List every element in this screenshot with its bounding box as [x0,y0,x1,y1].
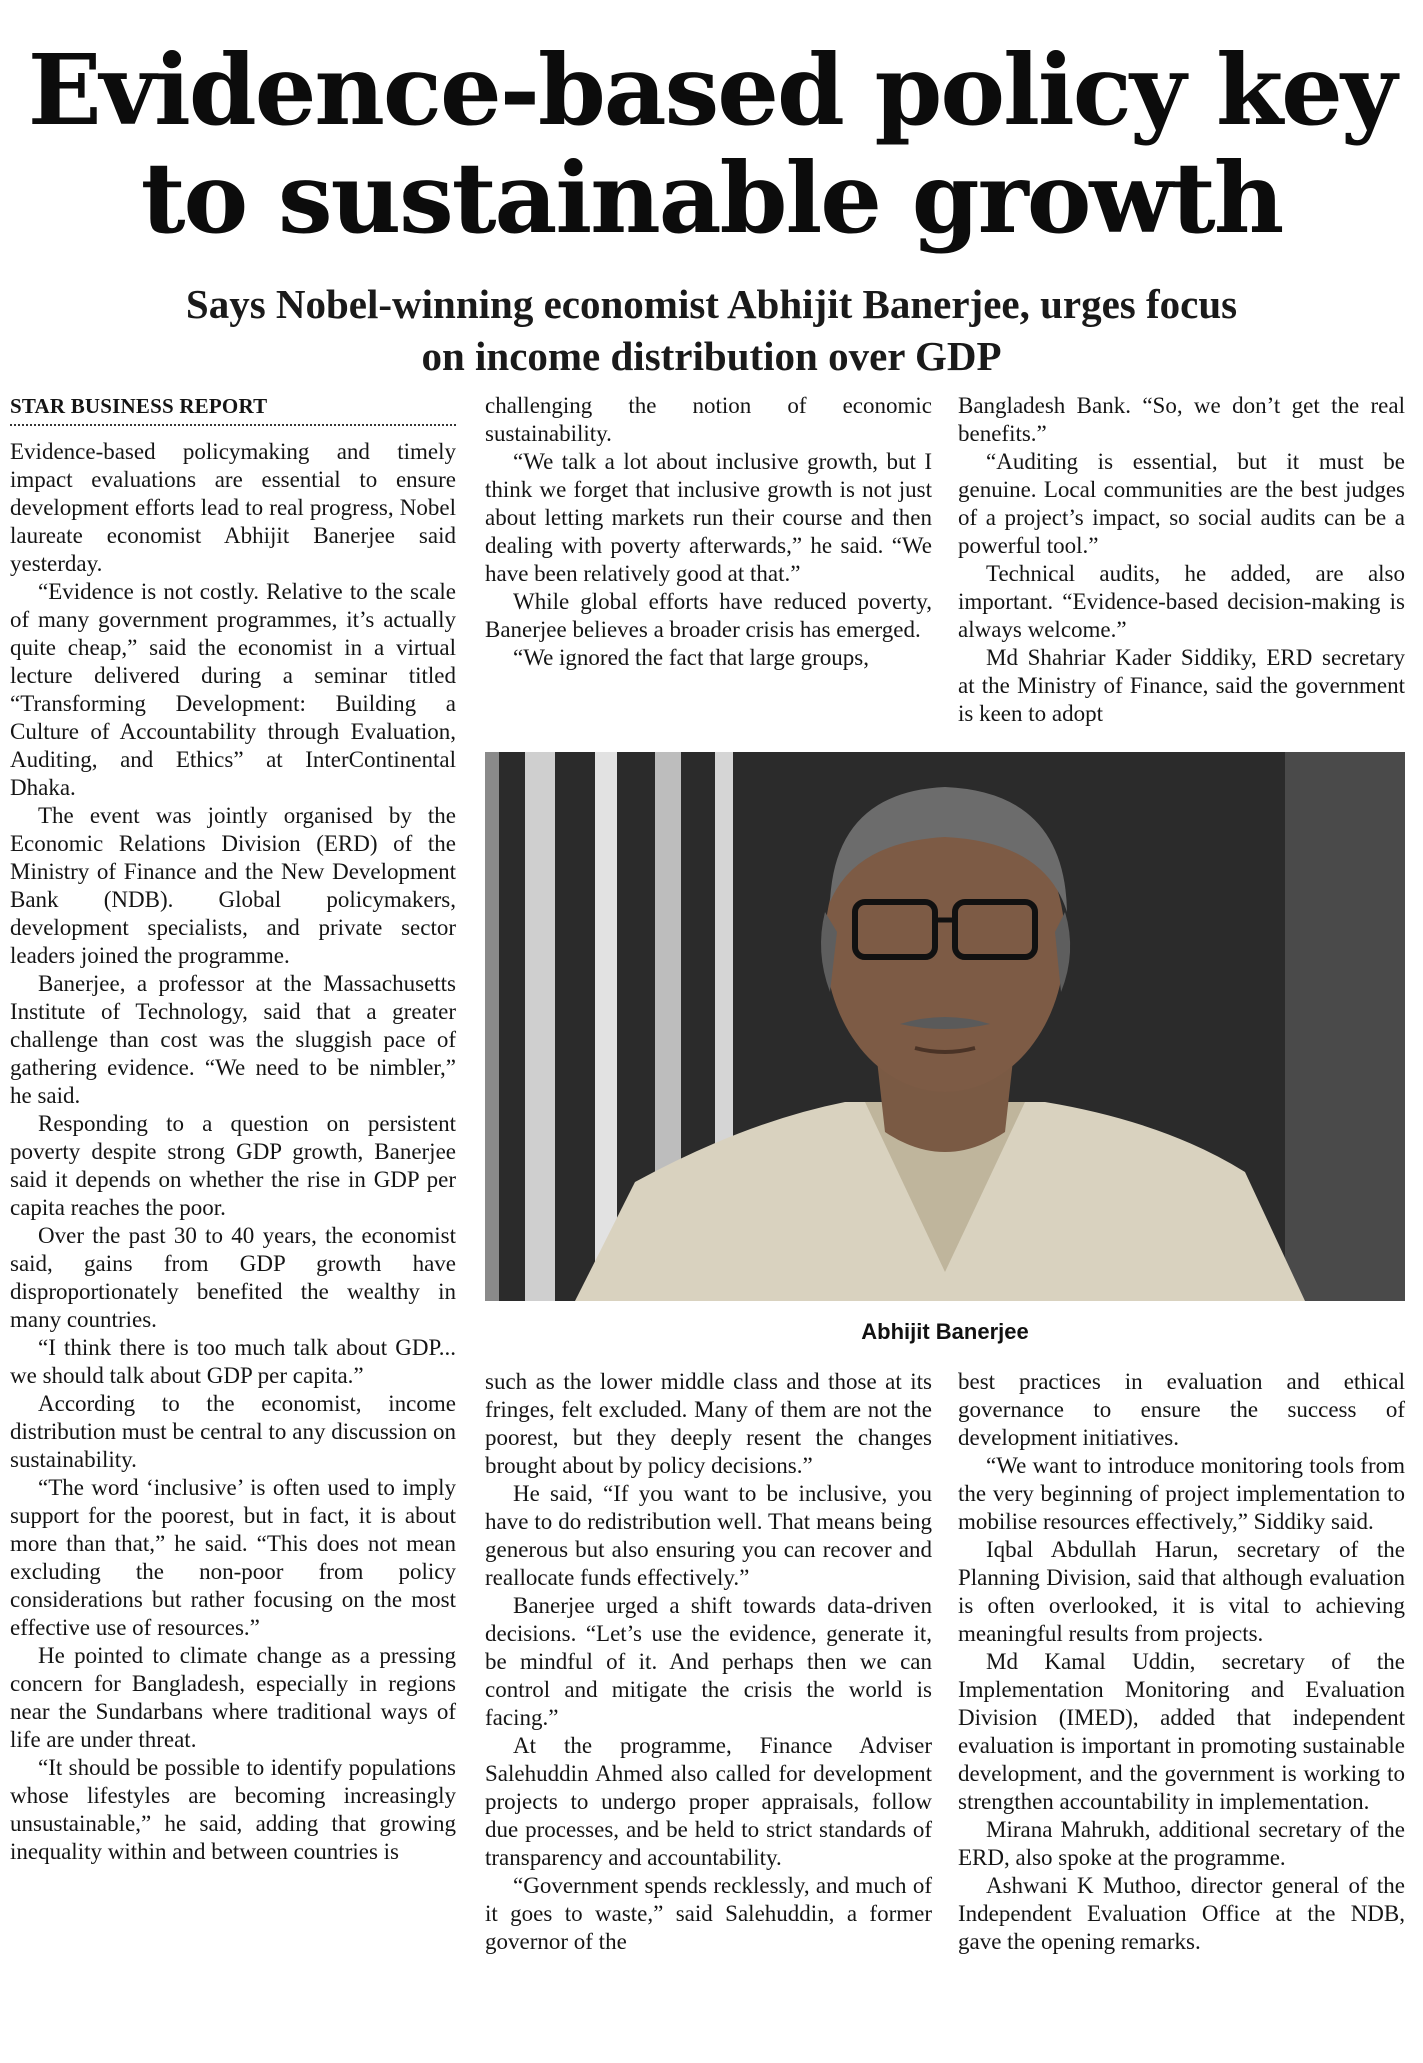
article-paragraph: Responding to a question on persistent poverty despite strong GDP growth, Banerjee said it depends on whether the rise in GDP per capita reaches the poor. [10,1111,456,1220]
byline-divider [10,424,456,426]
article-paragraph: “Evidence is not costly. Relative to the scale of many government programmes, it’s actually quite cheap,” said the economist in a virtual lecture delivered during a seminar titled “Transforming Development: Building a Culture of Accountability through Evaluation, Auditing, and Ethics” at InterContinental Dhaka. [10,579,456,800]
article-paragraph: Ashwani K Muthoo, director general of the Independent Evaluation Office at the NDB, gave the opening remarks. [958,1873,1405,1954]
article-paragraph: Banerjee, a professor at the Massachusetts Institute of Technology, said that a greater challenge than cost was the sluggish pace of gathering evidence. “We need to be nimbler,” he said. [10,971,456,1108]
article-paragraph: Technical audits, he added, are also important. “Evidence-based decision-making is always welcome.” [958,561,1405,642]
article-paragraph: “Government spends recklessly, and much of it goes to waste,” said Salehuddin, a former governor of the [485,1873,932,1954]
byline: STAR BUSINESS REPORT [10,394,268,418]
subheadline-line-1: Says Nobel-winning economist Abhijit Banerjee, urges focus [185,281,1238,327]
article-paragraph: challenging the notion of economic sustainability. [485,393,932,446]
article-column-3-bottom [958,1368,1405,1956]
headline-line-1: Evidence-based policy key [27,33,1396,147]
headline [0,33,1423,255]
article-photo [485,752,1405,1301]
article-paragraph: best practices in evaluation and ethical governance to ensure the success of development initiatives. [958,1369,1405,1450]
article-column-3-top [958,392,1405,728]
article-column-1 [10,392,456,1866]
article-paragraph: “Auditing is essential, but it must be genuine. Local communities are the best judges of a project’s impact, so social audits can be a powerful tool.” [958,449,1405,558]
article-paragraph: “We ignored the fact that large groups, [513,645,870,670]
photo-caption: Abhijit Banerjee [861,1319,1029,1344]
article-paragraph: such as the lower middle class and those at its fringes, felt excluded. Many of them are not the poorest, but they deeply resent the changes brought about by policy decisions.” [485,1369,932,1478]
subheadline [0,278,1423,382]
article-column-2-top [485,392,932,672]
headline-line-2: to sustainable growth [140,141,1283,255]
article-paragraph: At the programme, Finance Adviser Salehuddin Ahmed also called for development projects to undergo proper appraisals, follow due processes, and be held to strict standards of transparency and accountability. [485,1733,932,1870]
article-paragraph: The event was jointly organised by the Economic Relations Division (ERD) of the Ministry of Finance and the New Development Bank (NDB). Global policymakers, development specialists, and private sector leaders joined the programme. [10,803,456,968]
article-paragraph: According to the economist, income distribution must be central to any discussion on sustainability. [10,1391,456,1472]
article-paragraph: Banerjee urged a shift towards data-driven decisions. “Let’s use the evidence, generate it, be mindful of it. And perhaps then we can control and mitigate the crisis the world is facing.” [485,1593,932,1730]
article-paragraph: Iqbal Abdullah Harun, secretary of the Planning Division, said that although evaluation is often overlooked, it is vital to achieving meaningful results from projects. [958,1537,1405,1646]
article-paragraph: “We talk a lot about inclusive growth, but I think we forget that inclusive growth is not just about letting markets run their course and then dealing with poverty afterwards,” he said. “We have been relatively good at that.” [485,449,932,586]
article-paragraph: Md Kamal Uddin, secretary of the Implementation Monitoring and Evaluation Division (IMED), added that independent evaluation is important in promoting sustainable development, and the government is working to strengthen accountability in implementation. [958,1649,1405,1814]
article-paragraph: “It should be possible to identify populations whose lifestyles are becoming increasingly unsustainable,” he said, adding that growing inequality within and between countries is [10,1755,456,1864]
article-paragraph: He pointed to climate change as a pressing concern for Bangladesh, especially in regions near the Sundarbans where traditional ways of life are under threat. [10,1643,456,1752]
portrait-illustration [485,752,1405,1301]
article-paragraph: Bangladesh Bank. “So, we don’t get the real benefits.” [958,393,1405,446]
article-paragraph: Mirana Mahrukh, additional secretary of the ERD, also spoke at the programme. [958,1817,1405,1870]
article-paragraph: “I think there is too much talk about GDP... we should talk about GDP per capita.” [10,1335,456,1388]
article-paragraph: “We want to introduce monitoring tools from the very beginning of project implementation to mobilise resources effectively,” Siddiky said. [958,1453,1405,1534]
article-paragraph: He said, “If you want to be inclusive, you have to do redistribution well. That means being generous but also ensuring you can recover and reallocate funds effectively.” [485,1481,932,1590]
article-paragraph: “The word ‘inclusive’ is often used to imply support for the poorest, but in fact, it is about more than that,” he said. “This does not mean excluding the non-poor from policy considerations but rather focusing on the most effective use of resources.” [10,1475,456,1640]
article-paragraph: Over the past 30 to 40 years, the economist said, gains from GDP growth have disproportionately benefited the wealthy in many countries. [10,1223,456,1332]
article-column-2-bottom [485,1368,932,1956]
subheadline-line-2: on income distribution over GDP [421,333,1002,379]
article-paragraph: While global efforts have reduced poverty, Banerjee believes a broader crisis has emerged. [485,589,932,642]
article-paragraph: Md Shahriar Kader Siddiky, ERD secretary at the Ministry of Finance, said the government is keen to adopt [958,645,1405,726]
article-paragraph: Evidence-based policymaking and timely impact evaluations are essential to ensure development efforts lead to real progress, Nobel laureate economist Abhijit Banerjee said yesterday. [10,439,456,576]
